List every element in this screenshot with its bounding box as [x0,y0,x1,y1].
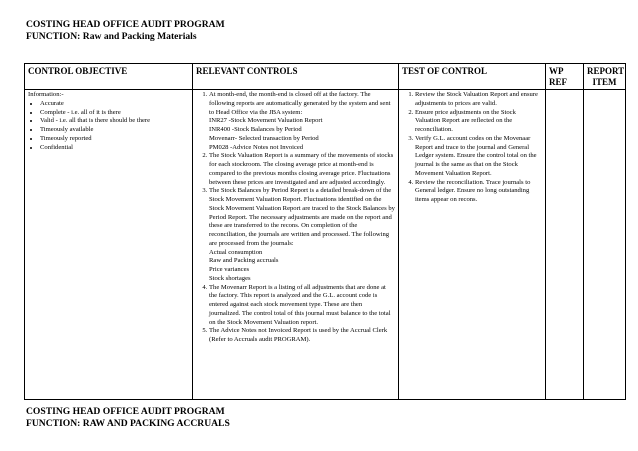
control-objective-cell [25,90,193,400]
objective-item: • Complete - i.e. all of it is there [40,109,189,118]
program-header-next [26,406,230,430]
objective-item: • Accurate [40,100,189,109]
program-header [26,19,225,43]
control-subline: Raw and Packing accruals [209,257,279,265]
control-text: The Stock Valuation Report is a summary of the movements of stocks for each stockroom. The closing average price at month-end is compared to the previous months closing average price. Fluctuations between these prices are investigated and are adjusted accordingly. [209,152,394,186]
controls-list [196,91,395,345]
col-header-control-objective: CONTROL OBJECTIVE [25,64,193,90]
control-subline: Price variances [209,266,250,273]
test-item: 3. Verify G.L. account codes on the Movenaar Report and trace to the journal and General Ledger system. Ensure the control total on the journal is the same as that on the Stock Movement Valuation Report. [415,135,542,179]
wp-ref-cell [546,90,584,400]
control-subline: Actual consumption [209,248,263,256]
objective-item: • Valid - i.e. all that is there should be there [40,117,189,126]
test-item: 1. Review the Stock Valuation Report and ensure adjustments to prices are valid. [415,91,542,109]
control-subline: INR27 -Stock Movement Valuation Report [209,117,323,125]
control-text: At month-end, the month-end is closed off at the factory. The following reports are automatically generated by the system and sent to Head Office via the JBA system: [209,91,391,116]
objective-intro: Information:- [28,91,64,98]
program-title: COSTING HEAD OFFICE AUDIT PROGRAM [26,19,225,30]
test-of-control-cell [399,90,546,400]
col-header-relevant-controls: RELEVANT CONTROLS [193,64,399,90]
control-text: The Movenarr Report is a listing of all adjustments that are done at the factory. This report is analyzed and the G.L. account code is entered against each stock movement type. These are then journalized. The control total of this journal must balance to the total on the Stock Movement Valuation report. [209,283,391,326]
objective-item: • Timeously reported [40,135,189,144]
objective-item: • Timeously available [40,126,189,135]
control-item [209,91,395,152]
audit-table [24,63,626,400]
control-item [209,327,395,345]
objective-item: • Confidential [40,144,189,153]
report-item-cell [584,90,626,400]
tests-list [402,91,542,205]
col-header-report-item: REPORT ITEM [584,64,626,90]
col-header-test-of-control: TEST OF CONTROL [399,64,546,90]
control-item [209,187,395,283]
col-header-wp-ref: WP REF [546,64,584,90]
control-item [209,284,395,328]
objective-list [28,100,189,153]
function-title-next: FUNCTION: RAW AND PACKING ACCRUALS [26,418,230,429]
function-title: FUNCTION: Raw and Packing Materials [26,31,197,42]
control-subline: PM028 -Advice Notes not Invoiced [209,143,304,151]
control-subline: Stock shortages [209,274,251,282]
program-title-next: COSTING HEAD OFFICE AUDIT PROGRAM [26,406,225,417]
table-row [25,90,626,400]
test-item: 2. Ensure price adjustments on the Stock Valuation Report are reflected on the reconciliation. [415,109,542,135]
control-text: The Stock Balances by Period Report is a detailed break-down of the Stock Movement Valuation Report. Fluctuations identified on the Stock Movement Valuation Report are traced to the Stock Balances by Period Report. The necessary adjustments are made on the report and these are transferred to the recons. On completion of the reconciliation, the journals are written and processed. The following are processed from the journals: [209,187,395,247]
control-text: The Advice Notes not Invoiced Report is used by the Accrual Clerk (Refer to Accruals audit PROGRAM). [209,327,388,343]
relevant-controls-cell [193,90,399,400]
test-item: 4. Review the reconciliation. Trace journals to General ledger. Ensure no long outstanding items appear on recons. [415,179,542,205]
control-subline: Movenarr- Selected transaction by Period [209,134,319,142]
control-item [209,152,395,187]
table-header-row [25,64,626,90]
control-subline: INR400 -Stock Balances by Period [209,126,302,133]
